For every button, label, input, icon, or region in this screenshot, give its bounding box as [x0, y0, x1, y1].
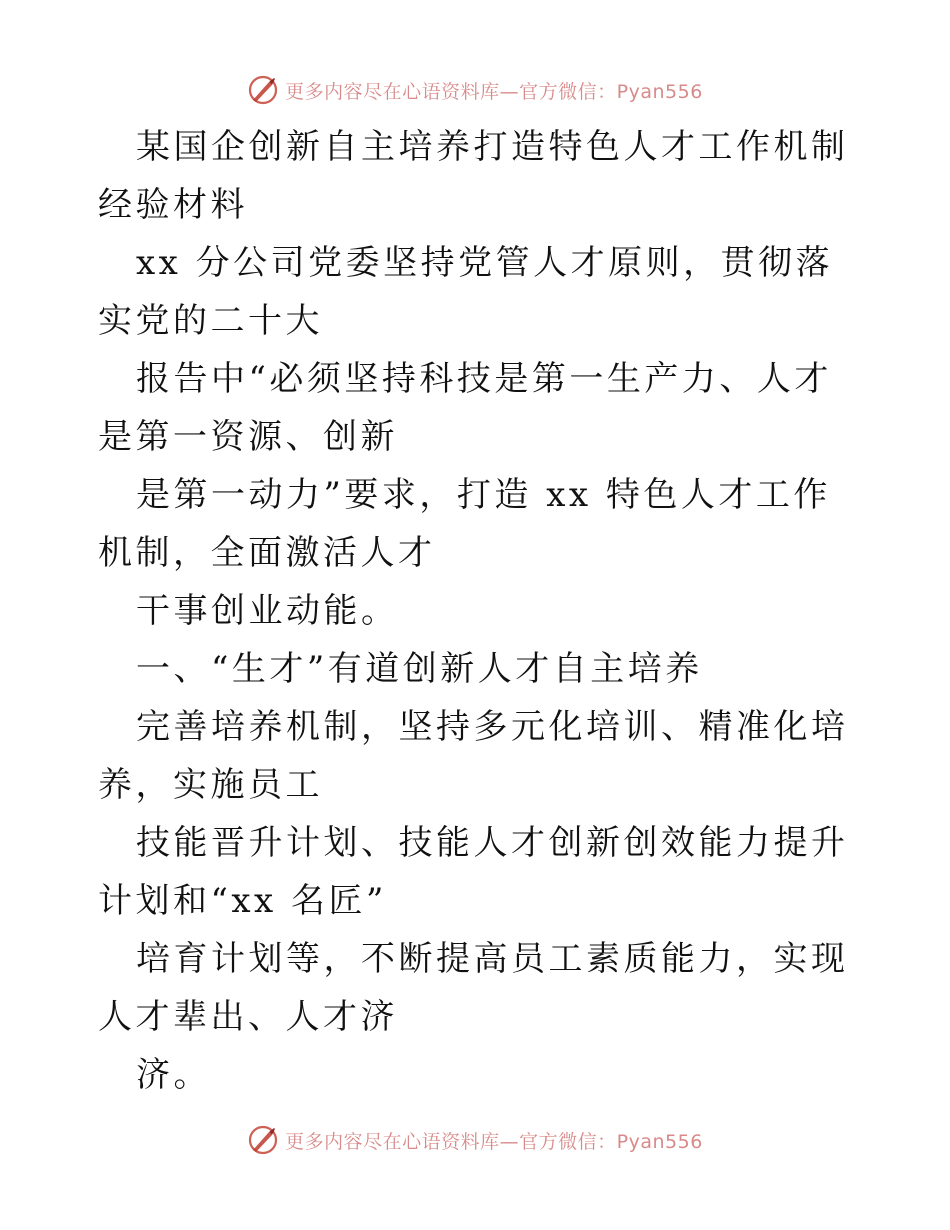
header-watermark	[0, 70, 950, 110]
paragraph: 干事创业动能。	[136, 591, 399, 631]
watermark-text: 更多内容尽在心语资料库—官方微信：Pyan556	[285, 1130, 703, 1153]
paragraph: 报告中“必须坚持科技是第一生产力、人才是第一资源、创新	[98, 359, 832, 457]
watermark-text: 更多内容尽在心语资料库—官方微信：Pyan556	[285, 80, 703, 103]
wechat-id: Pyan556	[616, 1130, 703, 1153]
paragraph: 培育计划等，不断提高员工素质能力，实现人才辈出、人才济	[98, 939, 849, 1037]
wechat-id: Pyan556	[616, 80, 703, 103]
section-heading: 一、“生才”有道创新人才自主培养	[136, 649, 703, 689]
document-body	[98, 118, 858, 1104]
paragraph: 济。	[136, 1055, 211, 1095]
paragraph: xx 分公司党委坚持党管人才原则，贯彻落实党的二十大	[98, 243, 834, 341]
quill-pen-logo-icon	[247, 74, 279, 106]
quill-pen-logo-icon	[247, 1124, 279, 1156]
paragraph: 某国企创新自主培养打造特色人才工作机制经验材料	[98, 127, 849, 225]
paragraph: 是第一动力”要求，打造 xx 特色人才工作机制，全面激活人才	[98, 475, 831, 573]
footer-watermark	[0, 1120, 950, 1160]
paragraph: 完善培养机制，坚持多元化培训、精准化培养，实施员工	[98, 707, 849, 805]
paragraph: 技能晋升计划、技能人才创新创效能力提升计划和“xx 名匠”	[98, 823, 849, 921]
